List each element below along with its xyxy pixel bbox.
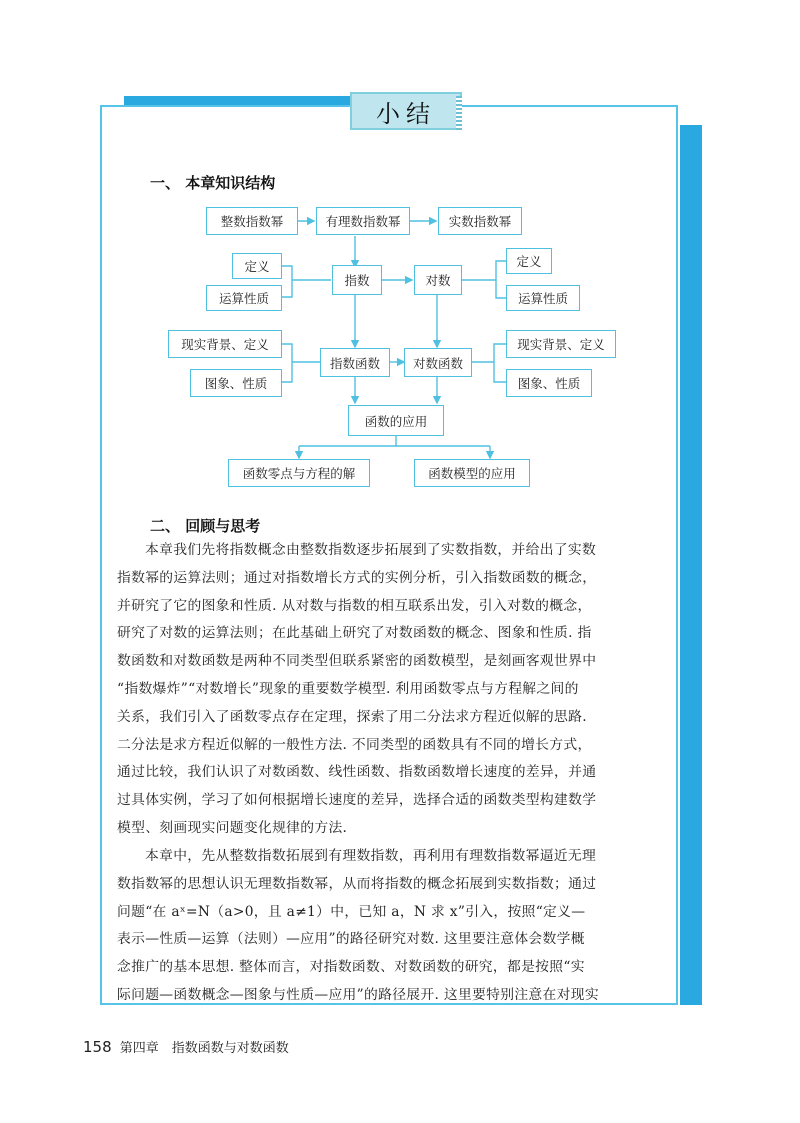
paragraph-line: 研究了对数的运算法则；在此基础上研究了对数函数的概念、图象和性质. 指 [117, 625, 592, 642]
paragraph-line: 际问题—函数概念—图象与性质—应用”的路径展开. 这里要特别注意在对现实 [117, 986, 599, 1003]
box-integer-power: 整数指数幂 [206, 207, 298, 235]
paragraph-line: “指数爆炸”“对数增长”现象的重要数学模型. 利用函数零点与方程解之间的 [117, 680, 579, 697]
box-exponent: 指数 [332, 265, 382, 295]
paragraph-line: 指数幂的运算法则；通过对指数增长方式的实例分析，引入指数函数的概念， [117, 569, 597, 586]
paragraph-line: 数函数和对数函数是两种不同类型但联系紧密的函数模型，是刻画客观世界中 [117, 653, 597, 670]
paragraph-line: 关系，我们引入了函数零点存在定理，探索了用二分法求方程近似解的思路. [117, 708, 587, 725]
box-rational-power: 有理数指数幂 [316, 207, 410, 235]
box-operations-right: 运算性质 [506, 285, 580, 311]
section1-heading: 一、 本章知识结构 [150, 174, 276, 192]
box-real-power: 实数指数幂 [438, 207, 522, 235]
box-logarithm: 对数 [414, 265, 462, 295]
paragraph-line: 念推广的基本思想. 整体而言，对指数函数、对数函数的研究，都是按照“实 [117, 959, 585, 976]
box-background-right: 现实背景、定义 [506, 330, 616, 358]
box-background-left: 现实背景、定义 [168, 330, 282, 358]
paragraph-line: 过具体实例，学习了如何根据增长速度的差异，选择合适的函数类型构建数学 [117, 792, 597, 809]
box-exponential-function: 指数函数 [320, 348, 390, 377]
page-number: 158 [83, 1038, 112, 1056]
paragraph-line: 并研究了它的图象和性质. 从对数与指数的相互联系出发，引入对数的概念， [117, 597, 592, 614]
box-operations-left: 运算性质 [206, 285, 282, 311]
box-zeros-equations: 函数零点与方程的解 [228, 459, 370, 487]
paragraph-line: 数指数幂的思想认识无理数指数幂，从而将指数的概念拓展到实数指数；通过 [117, 875, 597, 892]
box-applications: 函数的应用 [348, 405, 444, 436]
paragraph-line: 模型、刻画现实问题变化规律的方法. [117, 819, 348, 836]
box-function-models: 函数模型的应用 [414, 459, 530, 487]
page-footer [83, 1037, 289, 1056]
box-definition-left: 定义 [232, 253, 282, 279]
page-title: 小结 [350, 92, 462, 130]
paragraph-line: 通过比较，我们认识了对数函数、线性函数、指数函数增长速度的差异，并通 [117, 764, 597, 781]
paragraph-line: 本章我们先将指数概念由整数指数逐步拓展到了实数指数，并给出了实数 [145, 542, 597, 558]
box-graph-right: 图象、性质 [506, 369, 592, 397]
box-definition-right: 定义 [506, 248, 552, 274]
box-graph-left: 图象、性质 [190, 369, 282, 397]
paragraph-line: 问题“在 aˣ=N（a>0，且 a≠1）中，已知 a，N 求 x”引入，按照“定义— [117, 903, 586, 920]
paragraph-line: 二分法是求方程近似解的一般性方法. 不同类型的函数具有不同的增长方式， [117, 736, 592, 753]
paragraph-line: 表示—性质—运算（法则）—应用”的路径研究对数. 这里要注意体会数学概 [117, 931, 585, 948]
paragraph-2 [117, 843, 665, 1010]
section2-heading: 二、 回顾与思考 [150, 517, 261, 535]
box-logarithmic-function: 对数函数 [404, 348, 472, 377]
paragraph-line: 本章中，先从整数指数拓展到有理数指数，再利用有理数指数幂逼近无理 [145, 848, 597, 864]
chapter-title: 第四章 指数函数与对数函数 [119, 1041, 289, 1056]
paragraph-1 [117, 537, 665, 843]
